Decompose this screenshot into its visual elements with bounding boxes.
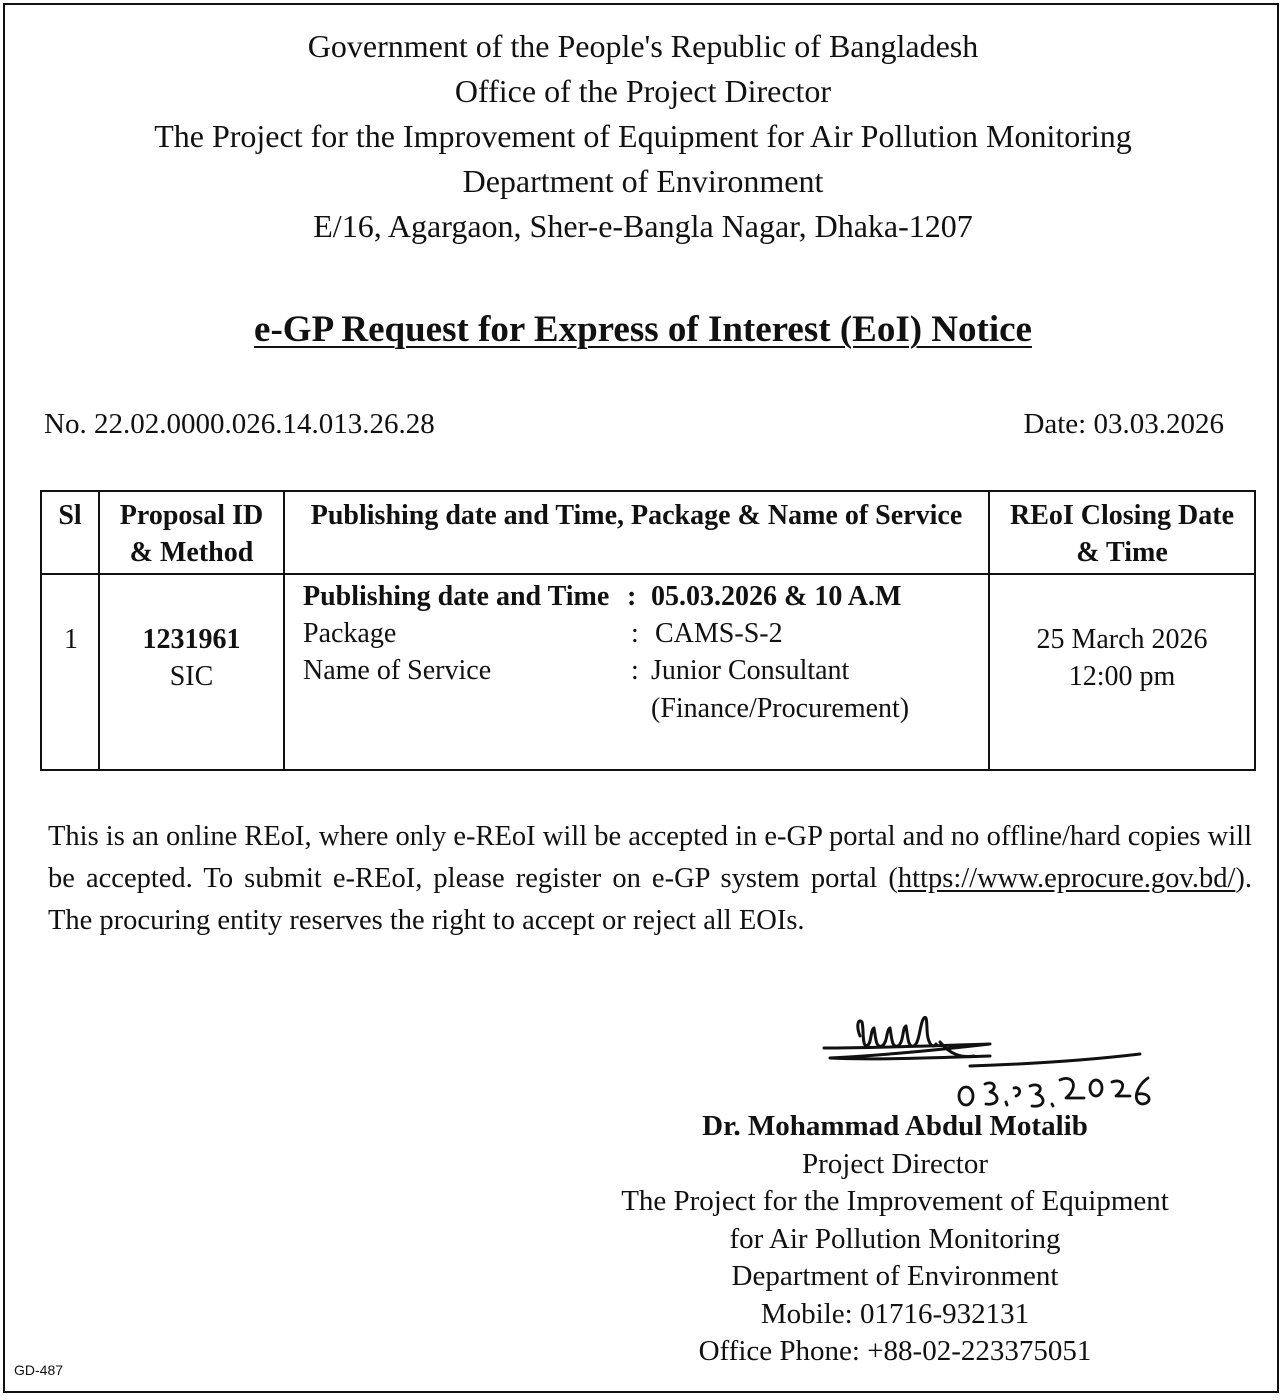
row-proposal	[99, 574, 284, 770]
publishing-colon: :	[627, 581, 637, 612]
proposal-method: SIC	[169, 661, 214, 692]
notice-date: Date: 03.03.2026	[1023, 408, 1224, 440]
signatory-department: Department of Environment	[731, 1260, 1059, 1292]
signatory-office-phone: Office Phone: +88-02-223375051	[698, 1335, 1092, 1367]
notice-title: e-GP Request for Express of Interest (EoI) Notice	[254, 309, 1032, 350]
package-label: Package	[303, 618, 397, 649]
service-label: Name of Service	[303, 655, 492, 686]
table-header-row	[41, 491, 1255, 574]
row-details	[284, 574, 989, 770]
body-paragraph: This is an online REoI, where only e-REoI will be accepted in e-GP portal and no offline/hard copies will be accepted. To submit e-REoI, please register on e-GP system portal (https://www.eprocure.gov.bd/). The procuring entity reserves the right to accept or reject all EOIs.	[48, 821, 1252, 936]
row-closing	[989, 574, 1255, 770]
signatory-mobile: Mobile: 01716-932131	[760, 1297, 1030, 1330]
reference-number: No. 22.02.0000.026.14.013.26.28	[44, 408, 435, 440]
signatory-project-2: for Air Pollution Monitoring	[729, 1222, 1061, 1255]
signatory-designation: Project Director	[801, 1147, 988, 1180]
service-value-cont: (Finance/Procurement)	[651, 693, 910, 724]
header-project: The Project for the Improvement of Equipment for Air Pollution Monitoring	[154, 118, 1132, 154]
service-colon: :	[631, 655, 639, 686]
signature-block	[570, 1108, 1220, 1371]
footer-code: GD-487	[14, 1362, 64, 1378]
closing-time: 12:00 pm	[1068, 661, 1176, 692]
package-colon: :	[631, 618, 639, 649]
publishing-label: Publishing date and Time	[303, 581, 610, 612]
header-proposal: Proposal ID & Method	[99, 491, 284, 574]
publishing-value: 05.03.2026 & 10 A.M	[651, 581, 902, 612]
proposal-id: 1231961	[142, 624, 241, 655]
eoi-table	[40, 490, 1256, 771]
signature-image	[810, 1008, 1250, 1108]
closing-date: 25 March 2026	[1036, 624, 1208, 655]
header-publishing: Publishing date and Time, Package & Name of Service	[284, 491, 989, 574]
table-row	[41, 574, 1255, 770]
header-office: Office of the Project Director	[454, 73, 832, 109]
header-department: Department of Environment	[462, 163, 824, 199]
header-sl: Sl	[41, 491, 99, 574]
signatory-name: Dr. Mohammad Abdul Motalib	[702, 1110, 1088, 1142]
eprocure-link[interactable]: https://www.eprocure.gov.bd/	[897, 863, 1236, 894]
header-address: E/16, Agargaon, Sher-e-Bangla Nagar, Dhaka-1207	[313, 208, 973, 244]
package-value: CAMS-S-2	[655, 618, 783, 649]
header-government: Government of the People's Republic of Bangladesh	[307, 28, 979, 64]
row-sl: 1	[41, 574, 99, 770]
header-closing: REoI Closing Date & Time	[989, 491, 1255, 574]
signatory-project-1: The Project for the Improvement of Equipment	[621, 1185, 1169, 1217]
service-value: Junior Consultant	[651, 655, 850, 686]
